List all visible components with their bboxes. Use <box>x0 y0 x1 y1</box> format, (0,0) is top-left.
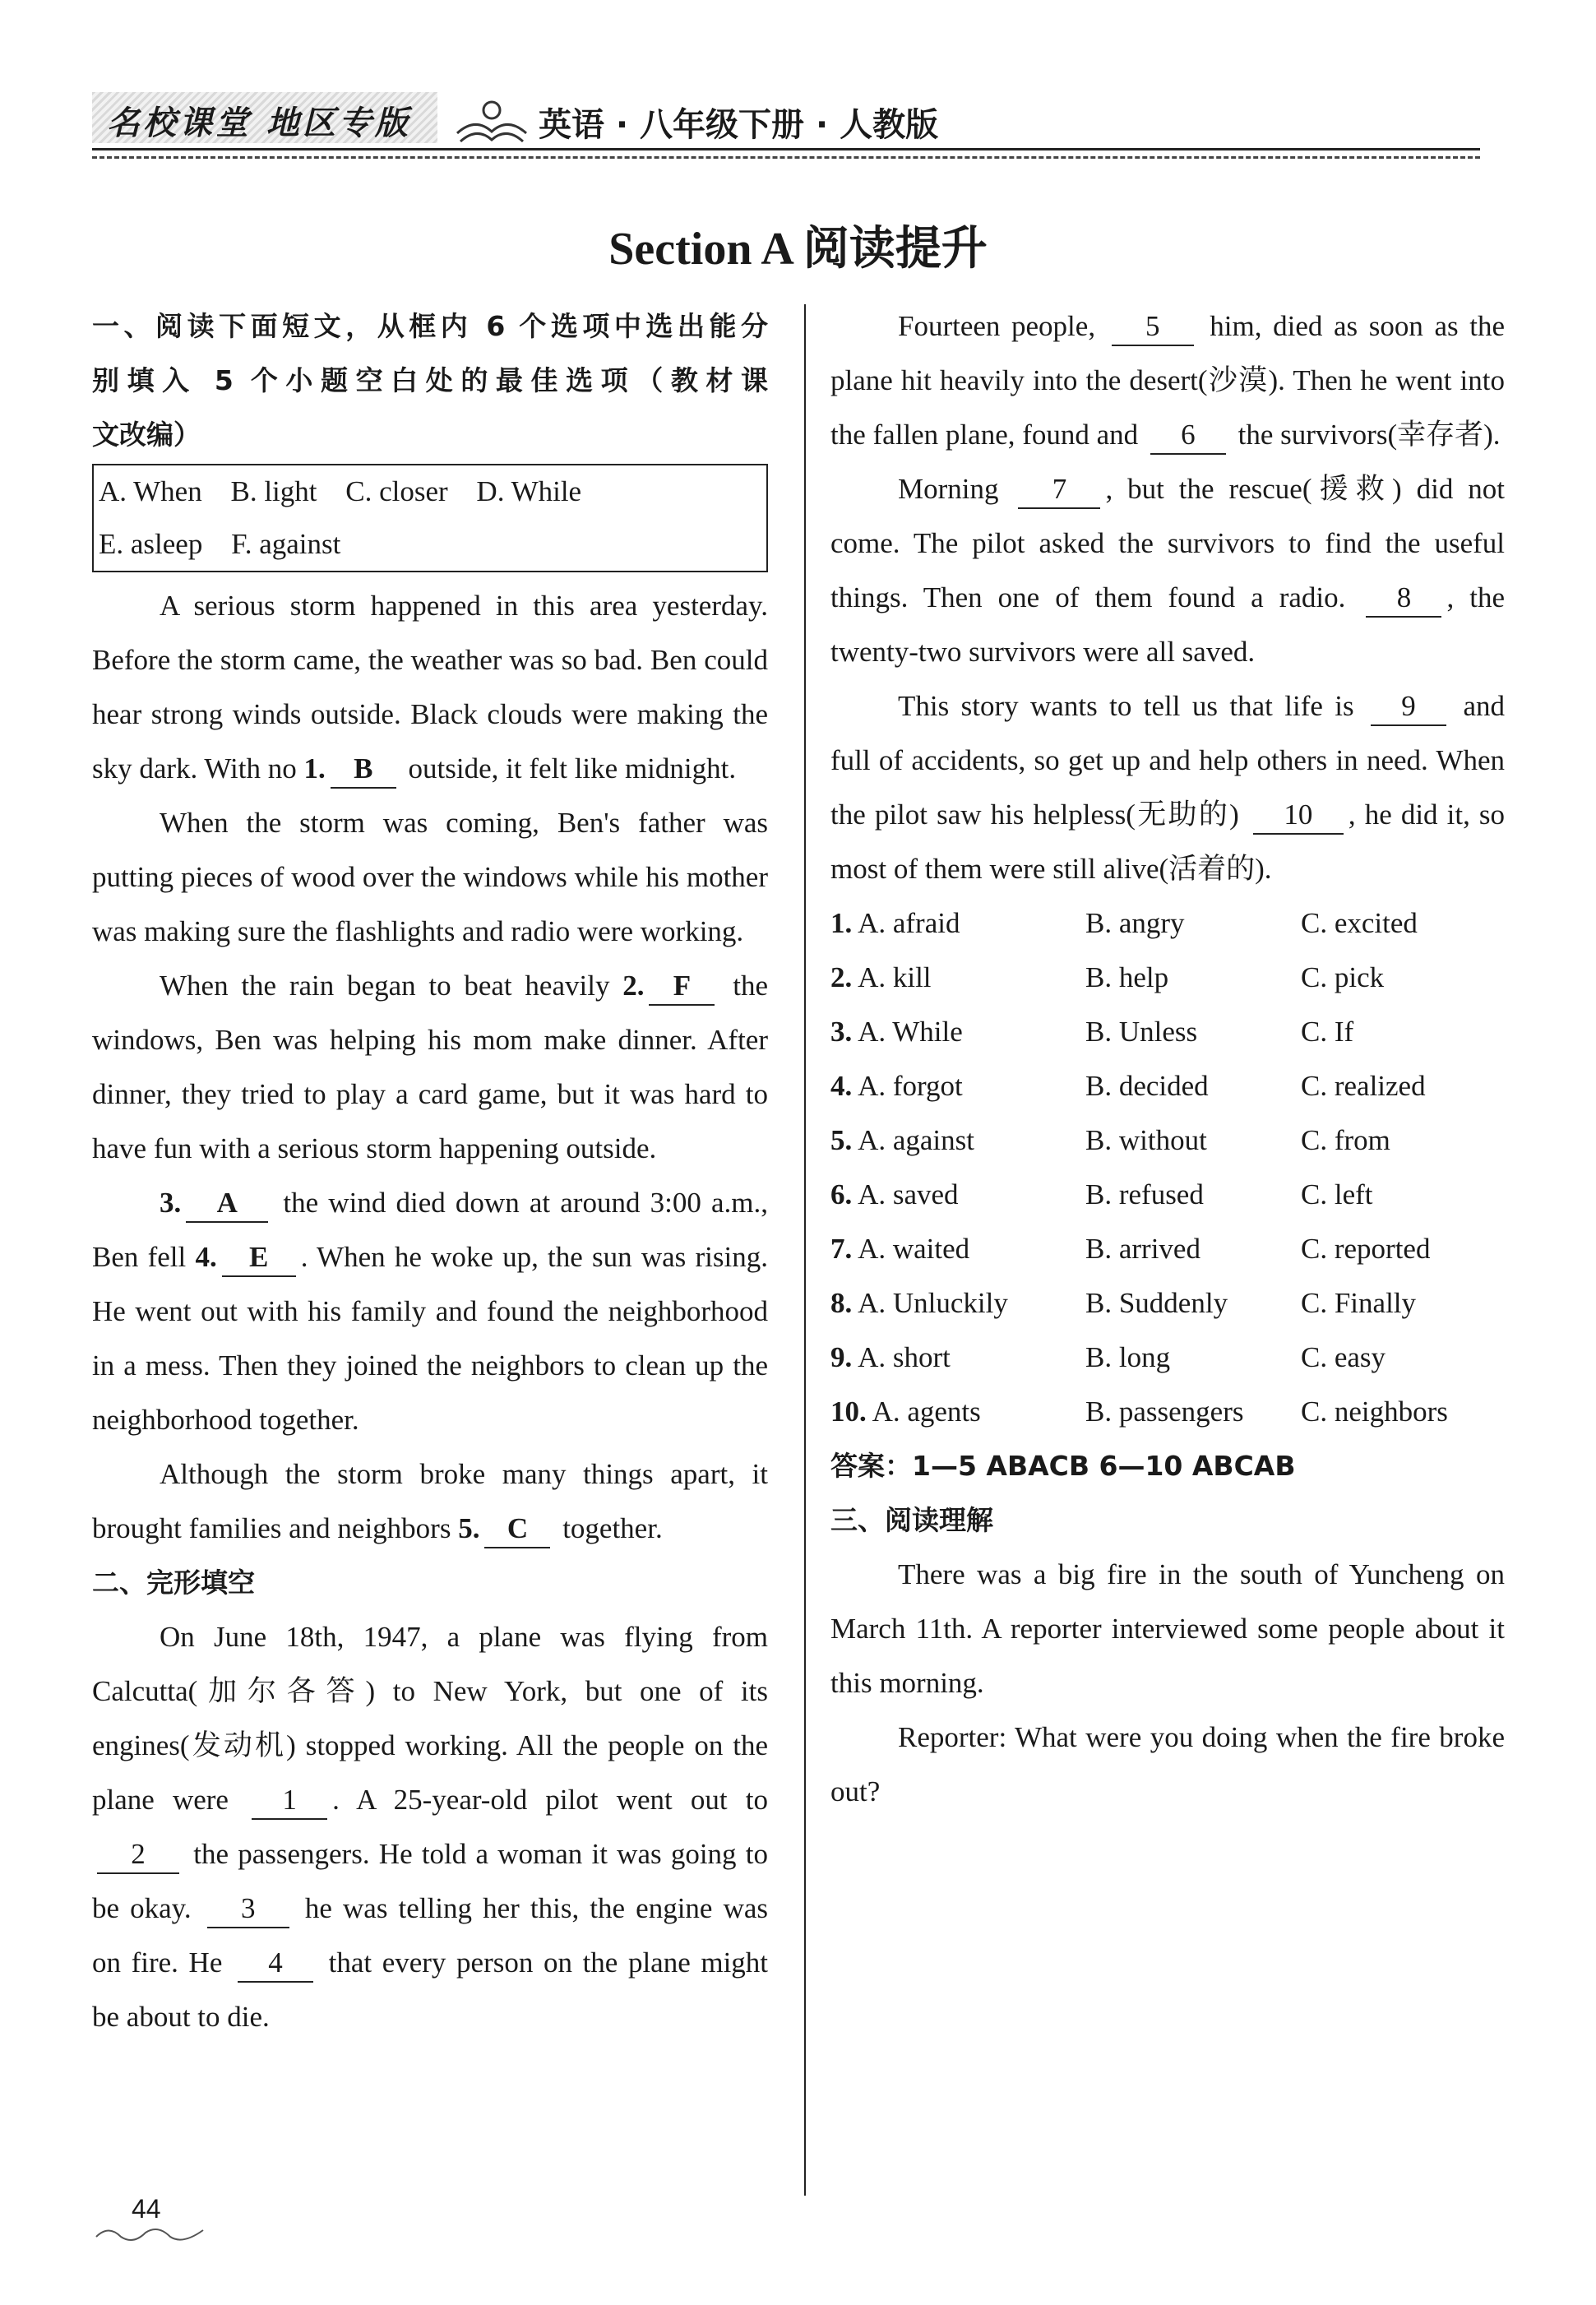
option-a-text: A. While <box>858 1016 963 1048</box>
part3-paragraph-1: There was a big fire in the south of Yuncheng on March 11th. A reporter interviewed some people about it this morning. <box>830 1558 1505 1699</box>
option-a <box>830 1385 1085 1439</box>
option-a-text: A. saved <box>858 1178 959 1210</box>
option-f: F. against <box>231 528 341 560</box>
text: and full of accidents, so get up and help others in need. When the pilot saw his helpless(无助的) <box>830 690 1505 831</box>
blank-5: 5 <box>1112 308 1194 346</box>
option-c: C. If <box>1301 1016 1354 1048</box>
option-a-text: A. kill <box>858 961 932 993</box>
question-number: 4. <box>830 1070 853 1102</box>
option-c: C. neighbors <box>1301 1395 1448 1428</box>
option-b: B. Suddenly <box>1085 1287 1228 1319</box>
part2-paragraph-4 <box>830 679 1505 896</box>
blank-number: 1. <box>303 752 326 785</box>
header-dashed-rule <box>92 156 1480 159</box>
text: On June 18th, 1947, a plane was flying from Calcutta(加尔各答) to New York, but one of its engines(发动机) stopped working. All the people on the plane were <box>92 1621 768 1816</box>
option-b: B. long <box>1085 1341 1171 1373</box>
part2-paragraph-3 <box>830 462 1505 679</box>
text: Fourteen people, <box>898 310 1096 342</box>
question-number: 10. <box>830 1395 867 1428</box>
text: . A 25-year-old pilot went out to <box>332 1784 769 1816</box>
blank-3: A <box>186 1185 268 1223</box>
option-a <box>830 1168 1085 1222</box>
page-title: Section A 阅读提升 <box>608 224 988 275</box>
option-b: B. angry <box>1085 907 1185 939</box>
part1-paragraph-1 <box>92 579 768 796</box>
text: , he did it, so most of them were still alive(活着的). <box>830 798 1506 885</box>
option-c: C. excited <box>1301 907 1418 939</box>
option-c: C. reported <box>1301 1233 1431 1265</box>
text: , but the rescue(援救) did not come. The pilot asked the survivors to find the useful things. Then one of them found a radio. <box>830 473 1506 613</box>
blank-4: 4 <box>238 1945 313 1983</box>
question-number: 3. <box>830 1016 853 1048</box>
options-row-1 <box>99 465 761 518</box>
option-c: C. left <box>1301 1178 1373 1210</box>
options-row-2 <box>99 518 761 571</box>
blank-10: 10 <box>1253 797 1344 835</box>
option-row <box>830 951 1505 1005</box>
part1-heading-line2: 别填入 5 个小题空白处的最佳选项（教材课 <box>92 364 768 396</box>
part2-paragraph-2 <box>830 299 1505 462</box>
header-rule <box>92 148 1480 150</box>
text: . When he woke up, the sun was rising. He went out with his family and found the neighborhood in a mess. Then they joined the neighbors to clean up the neighborhood together. <box>92 1241 768 1436</box>
option-a <box>830 1005 1085 1059</box>
text: When the rain began to beat heavily <box>160 970 610 1002</box>
option-row <box>830 1276 1505 1331</box>
option-b: B. decided <box>1085 1070 1209 1102</box>
option-a: A. When <box>99 475 202 507</box>
option-b: B. arrived <box>1085 1233 1200 1265</box>
part1-heading <box>92 299 768 462</box>
option-row <box>830 1168 1505 1222</box>
blank-3: 3 <box>207 1891 289 1928</box>
option-a <box>830 951 1085 1005</box>
part1-heading-line1: 一、阅读下面短文，从框内 6 个选项中选出能分 <box>92 310 768 342</box>
option-c: C. realized <box>1301 1070 1426 1102</box>
blank-number: 3. <box>160 1187 182 1219</box>
option-a-text: A. forgot <box>858 1070 963 1102</box>
part3-paragraph-2: Reporter: What were you doing when the fire broke out? <box>830 1721 1505 1807</box>
option-b: B. without <box>1085 1124 1207 1156</box>
text: , the twenty-two survivors were all saved. <box>830 581 1506 668</box>
option-row <box>830 1331 1505 1385</box>
option-d: D. While <box>476 475 582 507</box>
part1-paragraph-2: When the storm was coming, Ben's father was putting pieces of wood over the windows while his mother was making sure the flashlights and radio were working. <box>92 807 768 947</box>
option-a-text: A. waited <box>858 1233 970 1265</box>
option-row <box>830 1222 1505 1276</box>
text: that every person on the plane might be about to die. <box>92 1946 769 2033</box>
option-b: B. light <box>230 475 317 507</box>
question-number: 2. <box>830 961 853 993</box>
part3-heading: 三、阅读理解 <box>830 1504 993 1536</box>
option-a-text: A. against <box>858 1124 974 1156</box>
header-book: 英语 · 八年级下册 · 人教版 <box>539 106 939 144</box>
part1-heading-line3: 文改编） <box>92 419 201 451</box>
option-a-text: A. short <box>858 1341 951 1373</box>
page-number: 44 <box>132 2194 161 2224</box>
part1-paragraph-5 <box>92 1447 768 1556</box>
option-a <box>830 1113 1085 1168</box>
blank-1: B <box>331 751 396 789</box>
right-column <box>830 299 1505 1819</box>
option-e: E. asleep <box>99 528 203 560</box>
option-row <box>830 1385 1505 1439</box>
part1-paragraph-4 <box>92 1176 768 1447</box>
blank-2: F <box>649 968 715 1006</box>
blank-1: 1 <box>252 1782 327 1820</box>
blank-7: 7 <box>1018 471 1100 509</box>
option-row <box>830 896 1505 951</box>
text: the passengers. He told a woman it was going to be okay. <box>92 1838 769 1924</box>
text: the windows, Ben was helping his mom make dinner. After dinner, they tried to play a card game, but it was hard to have fun with a serious storm happening outside. <box>92 970 768 1164</box>
question-number: 8. <box>830 1287 853 1319</box>
text: he was telling her this, the engine was on fire. He <box>92 1892 769 1979</box>
header-series: 名校课堂 地区专版 <box>107 104 411 142</box>
blank-9: 9 <box>1371 688 1446 726</box>
options-box <box>92 464 768 572</box>
header-ornament-icon <box>451 92 533 150</box>
text: A serious storm happened in this area yesterday. Before the storm came, the weather was so bad. Ben could hear strong winds outside. Black clouds were making the sky dark. With no <box>92 590 768 785</box>
footer-ornament-icon <box>92 2220 207 2245</box>
part2-heading: 二、完形填空 <box>92 1567 255 1599</box>
option-a <box>830 1331 1085 1385</box>
text: him, died as soon as the plane hit heavily into the desert(沙漠). Then he went into the fallen plane, found and <box>830 310 1505 451</box>
option-a-text: A. afraid <box>858 907 960 939</box>
blank-2: 2 <box>97 1836 179 1874</box>
option-b: B. help <box>1085 961 1169 993</box>
blank-5: C <box>484 1511 550 1548</box>
part2-paragraph-1 <box>92 1610 768 2044</box>
option-a-text: A. agents <box>872 1395 981 1428</box>
text: together. <box>562 1512 663 1544</box>
text: Although the storm broke many things apart, it brought families and neighbors <box>92 1458 768 1544</box>
option-a <box>830 1059 1085 1113</box>
question-number: 9. <box>830 1341 853 1373</box>
blank-4: E <box>222 1239 296 1277</box>
left-column <box>92 299 768 2044</box>
blank-number: 5. <box>458 1512 480 1544</box>
text: the survivors(幸存者). <box>1237 419 1501 451</box>
blank-number: 2. <box>622 970 645 1002</box>
text: This story wants to tell us that life is <box>898 690 1354 722</box>
text: Morning <box>898 473 999 505</box>
option-b: B. Unless <box>1085 1016 1198 1048</box>
part1-paragraph-3 <box>92 959 768 1176</box>
option-a <box>830 1276 1085 1331</box>
column-divider <box>804 304 806 2196</box>
option-row <box>830 1113 1505 1168</box>
option-c: C. from <box>1301 1124 1390 1156</box>
option-row <box>830 1059 1505 1113</box>
question-number: 7. <box>830 1233 853 1265</box>
option-row <box>830 1005 1505 1059</box>
cloze-options <box>830 896 1505 1439</box>
option-c: C. easy <box>1301 1341 1386 1373</box>
blank-number: 4. <box>195 1241 217 1273</box>
answer-key: 答案：1—5 ABACB 6—10 ABCAB <box>830 1450 1296 1482</box>
option-c: C. pick <box>1301 961 1385 993</box>
question-number: 6. <box>830 1178 853 1210</box>
option-c: C. closer <box>345 475 448 507</box>
blank-8: 8 <box>1366 580 1441 618</box>
text: outside, it felt like midnight. <box>408 752 737 785</box>
blank-6: 6 <box>1150 417 1226 455</box>
option-b: B. passengers <box>1085 1395 1244 1428</box>
text: the wind died down at around 3:00 a.m., Ben fell <box>92 1187 769 1273</box>
option-a-text: A. Unluckily <box>858 1287 1008 1319</box>
option-b: B. refused <box>1085 1178 1204 1210</box>
option-a <box>830 896 1085 951</box>
question-number: 1. <box>830 907 853 939</box>
option-c: C. Finally <box>1301 1287 1417 1319</box>
question-number: 5. <box>830 1124 853 1156</box>
option-a <box>830 1222 1085 1276</box>
